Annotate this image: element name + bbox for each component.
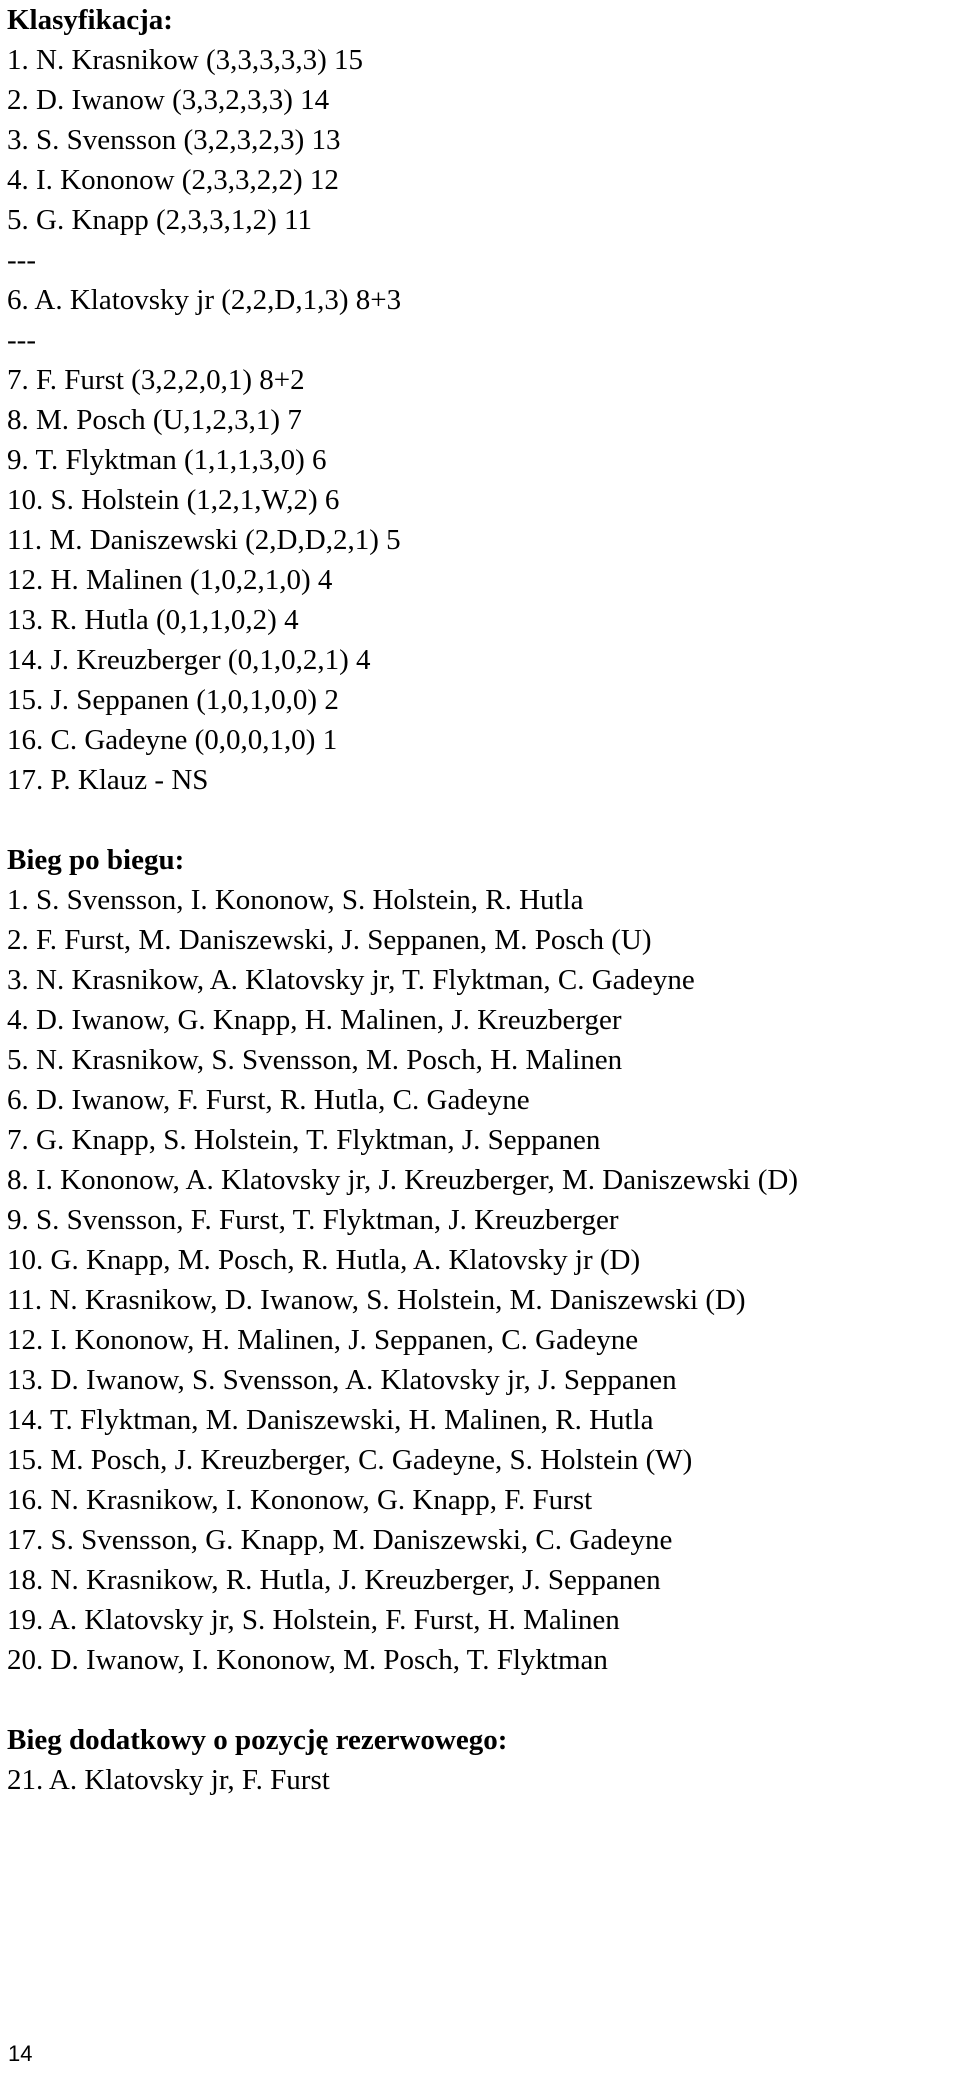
list-item: 10. S. Holstein (1,2,1,W,2) 6	[7, 484, 340, 516]
list-item: 16. C. Gadeyne (0,0,0,1,0) 1	[7, 724, 338, 756]
list-item: 12. I. Kononow, H. Malinen, J. Seppanen, C. Gadeyne	[7, 1324, 639, 1356]
runoff-section	[7, 1720, 953, 1800]
list-item: 15. J. Seppanen (1,0,1,0,0) 2	[7, 684, 339, 716]
list-item: 2. F. Furst, M. Daniszewski, J. Seppanen, M. Posch (U)	[7, 924, 652, 956]
list-item: 1. S. Svensson, I. Kononow, S. Holstein, R. Hutla	[7, 884, 584, 916]
list-item: 14. T. Flyktman, M. Daniszewski, H. Malinen, R. Hutla	[7, 1404, 654, 1436]
runoff-list	[7, 1760, 953, 1800]
heats-heading: Bieg po biegu:	[7, 844, 185, 876]
list-item: 18. N. Krasnikow, R. Hutla, J. Kreuzberger, J. Seppanen	[7, 1564, 661, 1596]
list-item: 5. N. Krasnikow, S. Svensson, M. Posch, H. Malinen	[7, 1044, 623, 1076]
list-item: 8. M. Posch (U,1,2,3,1) 7	[7, 404, 302, 436]
list-item: 13. R. Hutla (0,1,1,0,2) 4	[7, 604, 299, 636]
list-item: 15. M. Posch, J. Kreuzberger, C. Gadeyne, S. Holstein (W)	[7, 1444, 693, 1476]
list-item: 2. D. Iwanow (3,3,2,3,3) 14	[7, 84, 330, 116]
page-number: 14	[8, 2041, 33, 2066]
list-item: 5. G. Knapp (2,3,3,1,2) 11	[7, 204, 312, 236]
classification-section	[7, 0, 953, 800]
list-item: 11. M. Daniszewski (2,D,D,2,1) 5	[7, 524, 401, 556]
list-item: 14. J. Kreuzberger (0,1,0,2,1) 4	[7, 644, 371, 676]
list-item: 3. N. Krasnikow, A. Klatovsky jr, T. Flyktman, C. Gadeyne	[7, 964, 695, 996]
list-item: 21. A. Klatovsky jr, F. Furst	[7, 1764, 330, 1796]
list-item: 12. H. Malinen (1,0,2,1,0) 4	[7, 564, 333, 596]
list-item: 8. I. Kononow, A. Klatovsky jr, J. Kreuzberger, M. Daniszewski (D)	[7, 1164, 799, 1196]
list-item: ---	[7, 244, 36, 276]
heats-list	[7, 880, 953, 1680]
list-item: 10. G. Knapp, M. Posch, R. Hutla, A. Klatovsky jr (D)	[7, 1244, 641, 1276]
list-item: 19. A. Klatovsky jr, S. Holstein, F. Furst, H. Malinen	[7, 1604, 620, 1636]
classification-list	[7, 40, 953, 800]
list-item: 17. S. Svensson, G. Knapp, M. Daniszewski, C. Gadeyne	[7, 1524, 673, 1556]
document-page	[7, 0, 953, 1800]
list-item: 6. A. Klatovsky jr (2,2,D,1,3) 8+3	[7, 284, 402, 316]
list-item: 20. D. Iwanow, I. Kononow, M. Posch, T. Flyktman	[7, 1644, 608, 1676]
heats-section	[7, 840, 953, 1680]
list-item: 6. D. Iwanow, F. Furst, R. Hutla, C. Gadeyne	[7, 1084, 530, 1116]
list-item: 7. G. Knapp, S. Holstein, T. Flyktman, J. Seppanen	[7, 1124, 601, 1156]
section-gap	[7, 1680, 953, 1720]
list-item: ---	[7, 324, 36, 356]
list-item: 3. S. Svensson (3,2,3,2,3) 13	[7, 124, 341, 156]
list-item: 11. N. Krasnikow, D. Iwanow, S. Holstein, M. Daniszewski (D)	[7, 1284, 746, 1316]
classification-heading: Klasyfikacja:	[7, 4, 173, 36]
section-gap	[7, 800, 953, 840]
list-item: 17. P. Klauz - NS	[7, 764, 209, 796]
list-item: 13. D. Iwanow, S. Svensson, A. Klatovsky jr, J. Seppanen	[7, 1364, 677, 1396]
runoff-heading: Bieg dodatkowy o pozycję rezerwowego:	[7, 1724, 508, 1756]
list-item: 16. N. Krasnikow, I. Kononow, G. Knapp, F. Furst	[7, 1484, 593, 1516]
list-item: 1. N. Krasnikow (3,3,3,3,3) 15	[7, 44, 364, 76]
list-item: 9. S. Svensson, F. Furst, T. Flyktman, J. Kreuzberger	[7, 1204, 619, 1236]
list-item: 4. D. Iwanow, G. Knapp, H. Malinen, J. Kreuzberger	[7, 1004, 622, 1036]
list-item: 9. T. Flyktman (1,1,1,3,0) 6	[7, 444, 327, 476]
list-item: 7. F. Furst (3,2,2,0,1) 8+2	[7, 364, 305, 396]
list-item: 4. I. Kononow (2,3,3,2,2) 12	[7, 164, 339, 196]
